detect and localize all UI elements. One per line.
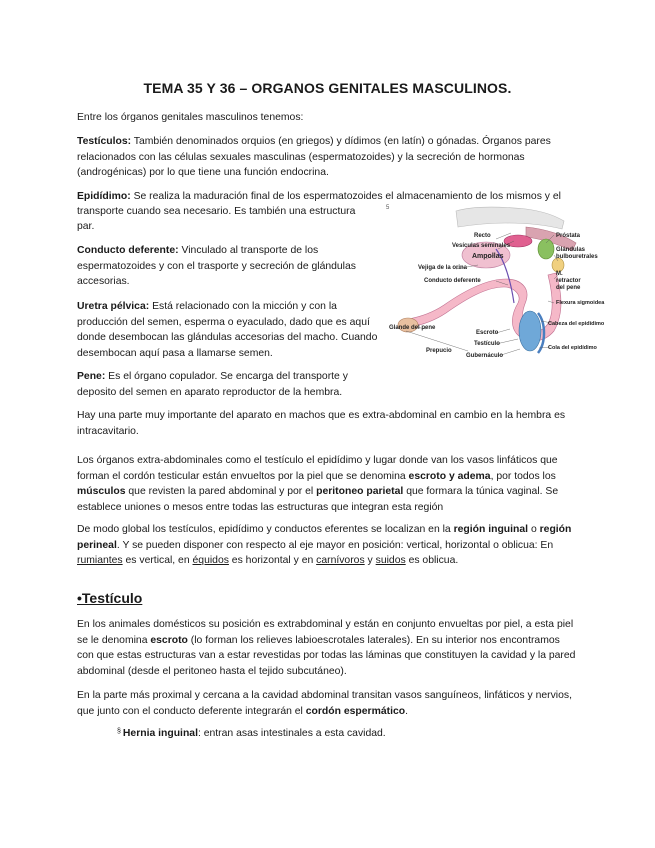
intro-text: Entre los órganos genitales masculinos tenemos:	[77, 112, 304, 123]
page-title: TEMA 35 Y 36 – ORGANOS GENITALES MASCULINOS.	[143, 80, 512, 96]
global-text-3: . Y se pueden disponer con respecto al eje mayor en posición: vertical, horizontal o oblicua: En	[116, 539, 554, 551]
testiculos-paragraph	[77, 134, 577, 181]
rumiantes-word: rumiantes	[77, 555, 123, 567]
hernia-text: : entran asas intestinales a esta cavidad.	[197, 728, 386, 739]
cordon-espermatico-term: cordón espermático	[305, 705, 406, 717]
anatomy-figure	[386, 203, 605, 373]
proximal-paragraph	[77, 688, 577, 719]
conducto-paragraph	[77, 243, 369, 290]
label-cabeza: Cabeza del epidídimo	[548, 321, 605, 327]
proximal-text-1: En la parte más proximal y cercana a la cavidad abdominal transitan vasos sanguíneos, linfáticos y nervios, que junto con el conducto deferente integrarán el	[77, 690, 572, 717]
global-text-2: o	[528, 524, 540, 535]
testiculos-term: Testículos:	[77, 136, 132, 147]
epididimo-line1: Se realiza la maduración final de los espermatozoides el almacenamiento de los mismos y el	[130, 191, 561, 202]
pene-paragraph	[77, 369, 369, 400]
uretra-term: Uretra pélvica:	[77, 301, 150, 312]
hernia-term: Hernia inguinal	[122, 728, 198, 739]
label-testiculo: Testículo	[474, 341, 500, 347]
suidos-word: suidos	[375, 555, 406, 567]
label-ampollas: Ampollas	[472, 253, 504, 260]
organos-paragraph	[77, 453, 577, 515]
global-paragraph	[77, 522, 577, 569]
pelvis-shape	[456, 207, 564, 229]
escroto-adema-term: escroto y adema	[408, 470, 491, 482]
label-conducto: Conducto deferente	[424, 278, 481, 284]
proximal-text-2: .	[405, 705, 408, 717]
figure-corner-number: 5	[386, 205, 390, 211]
prostate-shape	[538, 239, 554, 259]
global-text-5: es horizontal y en	[228, 555, 317, 567]
region-perineal-term: región perineal	[77, 524, 572, 551]
animales-paragraph	[77, 617, 577, 679]
musculos-term: músculos	[77, 486, 126, 498]
animales-text-2: (lo forman los relieves labioescrotales laterales). En su interior nos encontramos con que estas estructuras van a estar revestidas por todas las láminas que constituyen la cavidad y la pared abdominal (desde el peritoneo hasta el tejido subcutáneo).	[77, 634, 576, 677]
testiculos-text: También denominados orquios (en griegos) y dídimos (en latín) o gónadas. Órganos pares relacionados con las células sexuales masculinas (espermatozoides) y la secreción de hormonas (androgénicas) por lo que tiene una función endocrina.	[77, 136, 551, 179]
organos-text-3: que revisten la pared abdominal y por el	[125, 486, 317, 498]
pene-text: Es el órgano copulador. Se encarga del transporte y deposito del semen en aparato reproductor de la hembra.	[77, 371, 348, 398]
section-heading-testiculo: •Testículo	[77, 590, 143, 606]
organos-text-2: , por todos los	[490, 470, 556, 482]
organos-text-4: que formara la túnica vaginal. Se establece uniones o mesos entre todas las estructuras que integran esta región	[77, 486, 559, 513]
organos-text-1: Los órganos extra-abdominales como el testículo el epidídimo y lugar donde van los vasos linfáticos que forman el cordón testicular están envueltos por la piel que se denomina	[77, 455, 558, 482]
label-vejiga: Vejiga de la orina	[418, 265, 468, 271]
bullet-marker: §	[117, 728, 121, 735]
epididimo-line2: transporte cuando sea necesario. Es también una estructura	[77, 206, 356, 217]
global-text-7: es oblicua.	[405, 555, 459, 567]
escroto-term: escroto	[150, 634, 188, 646]
label-retractor: M. retractor del pene	[556, 271, 581, 291]
label-gubernaculo: Gubernáculo	[466, 353, 504, 359]
label-prostata: Próstata	[556, 233, 581, 239]
peritoneo-term: peritoneo parietal	[316, 486, 404, 498]
testicle-shape	[519, 311, 541, 351]
carnivoros-word: carnívoros	[316, 555, 365, 567]
uretra-paragraph	[77, 299, 379, 361]
animales-text-1: En los animales domésticos su posición es extrabdominal y están en conjunto envueltas por piel, a esta piel se le denomina	[77, 619, 574, 646]
uretra-text: Está relacionado con la micción y con la producción del semen, esperma o eyaculado, dado que es aquí donde desembocan las glándulas accesorias del macho. Cuando desembocan aquí pasa a llamarse semen.	[77, 301, 378, 359]
label-glandulas: Glándulas bulbouretrales	[556, 247, 598, 260]
label-cola: Cola del epidídimo	[548, 345, 597, 351]
global-text-4: es vertical, en	[122, 555, 193, 567]
label-glande: Glande del pene	[389, 325, 436, 331]
equidos-word: équidos	[192, 555, 229, 567]
global-text-1: De modo global los testículos, epidídimo y conductos eferentes se localizan en la	[77, 524, 454, 535]
region-inguinal-term: región inguinal	[453, 524, 529, 535]
global-text-6: y	[364, 555, 376, 567]
conducto-text: Vinculado al transporte de los espermatozoides y con el trasporte y secreción de glándulas accesorias.	[77, 245, 356, 288]
hernia-bullet	[117, 728, 386, 739]
label-recto: Recto	[474, 233, 491, 239]
epididimo-line3: par.	[77, 221, 95, 232]
extra-abdominal-paragraph: Hay una parte muy importante del aparato en machos que es extra-abdominal en cambio en la hembra es intracavitario.	[77, 410, 566, 437]
pene-term: Pene:	[77, 371, 106, 382]
conducto-term: Conducto deferente:	[77, 245, 179, 256]
label-prepucio: Prepucio	[426, 348, 452, 354]
label-escroto: Escroto	[476, 330, 499, 336]
label-vesiculas: Vesículas seminales	[452, 243, 511, 249]
epididimo-term: Epidídimo:	[77, 191, 131, 202]
label-flexura: Flexura sigmoidea	[556, 300, 605, 306]
